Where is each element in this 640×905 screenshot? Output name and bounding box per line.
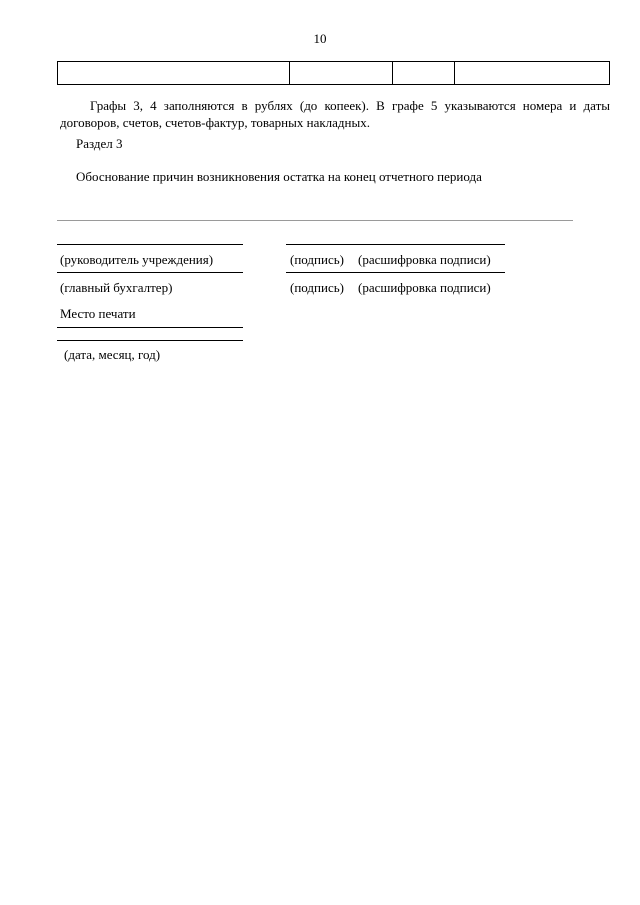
page-number: 10 (313, 31, 327, 46)
instructions-paragraph: Графы 3, 4 заполняются в рублях (до копеек). В графе 5 указываются номера и даты договоров, счетов, счетов-фактур, товарных накладных. (60, 98, 610, 130)
head-signature-line (286, 244, 505, 245)
table-row (57, 61, 610, 85)
head-signature-label: (подпись) (290, 252, 344, 267)
justification-fill-line (57, 220, 573, 221)
accountant-signature-line (286, 272, 505, 273)
date-line (57, 340, 243, 341)
accountant-title-line (57, 272, 243, 273)
accountant-decoding-label: (расшифровка подписи) (358, 280, 491, 295)
head-decoding-label: (расшифровка подписи) (358, 252, 491, 267)
head-label: (руководитель учреждения) (60, 252, 214, 267)
accountant-label: (главный бухгалтер) (60, 280, 173, 295)
section-title: Раздел 3 (76, 136, 123, 151)
table-cell-col2 (290, 62, 393, 84)
stamp-line (57, 327, 243, 328)
table-cell-col4 (455, 62, 609, 84)
table-cell-col1 (58, 62, 290, 84)
accountant-signature-label: (подпись) (290, 280, 344, 295)
table-cell-col3 (393, 62, 455, 84)
stamp-label: Место печати (60, 306, 136, 321)
justification-label: Обоснование причин возникновения остатка на конец отчетного периода (76, 169, 482, 184)
head-title-line (57, 244, 243, 245)
date-label: (дата, месяц, год) (64, 347, 161, 362)
